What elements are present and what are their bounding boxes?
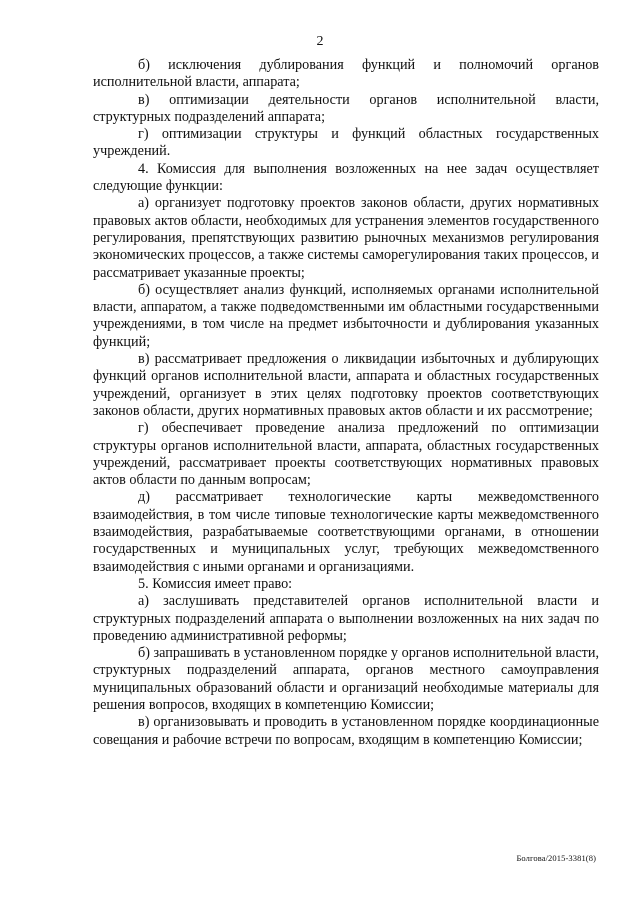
paragraph-g-optimization-institutions: г) оптимизации структуры и функций областных государственных учреждений. (93, 126, 599, 160)
paragraph-b-duplication: б) исключения дублирования функций и полномочий органов исполнительной власти, аппарата; (93, 57, 599, 91)
paragraph-5v: в) организовывать и проводить в установленном порядке координационные совещания и рабочие встречи по вопросам, входящим в компетенцию Комиссии; (93, 714, 599, 748)
paragraph-5b: б) запрашивать в установленном порядке у органов исполнительной власти, структурных подразделений аппарата, органов местного самоуправления муниципальных образований области и организаций необходимые материалы для решения вопросов, входящих в компетенцию Комиссии; (93, 645, 599, 713)
footer-document-code: Болгова/2015-3381(8) (516, 853, 596, 863)
paragraph-4-functions-heading: 4. Комиссия для выполнения возложенных на нее задач осуществляет следующие функции: (93, 160, 599, 195)
paragraph-4v: в) рассматривает предложения о ликвидации избыточных и дублирующих функций органов исполнительной власти, аппарата и областных государственных учреждений, организует в этих целях подготовку проектов соответствующих законов области, других нормативных правовых актов области и их рассмотрение; (93, 351, 599, 419)
paragraph-4d: д) рассматривает технологические карты межведомственного взаимодействия, в том числе типовые технологические карты межведомственного взаимодействия, разрабатываемые соответствующими органами, в отношении государственных и муниципальных услуг, требующих межведомственного взаимодействия с иными органами и организациями. (93, 489, 599, 575)
paragraph-4a: а) организует подготовку проектов законов области, других нормативных правовых актов области, необходимых для устранения элементов государственного регулирования, препятствующих развитию рыночных механизмов регулирования экономических процессов, а также системы саморегулирования таких процессов, и рассматривает указанные проекты; (93, 195, 599, 281)
paragraph-5a: а) заслушивать представителей органов исполнительной власти и структурных подразделений аппарата о выполнении возложенных на них задач по проведению административной реформы; (93, 593, 599, 644)
paragraph-4g: г) обеспечивает проведение анализа предложений по оптимизации структуры органов исполнительной власти, аппарата, областных государственных учреждений, рассматривает проекты соответствующих нормативных правовых актов области по данным вопросам; (93, 420, 599, 489)
page-number: 2 (316, 34, 324, 49)
paragraph-5-rights-heading: 5. Комиссия имеет право: (138, 575, 293, 592)
document-body (93, 57, 599, 749)
paragraph-v-optimization-activity: в) оптимизации деятельности органов исполнительной власти, структурных подразделений аппарата; (93, 91, 599, 125)
paragraph-4b: б) осуществляет анализ функций, исполняемых органами исполнительной власти, аппаратом, а также подведомственными им областными государственными учреждениями, в том числе на предмет избыточности и дублирования указанных функций; (93, 281, 599, 350)
